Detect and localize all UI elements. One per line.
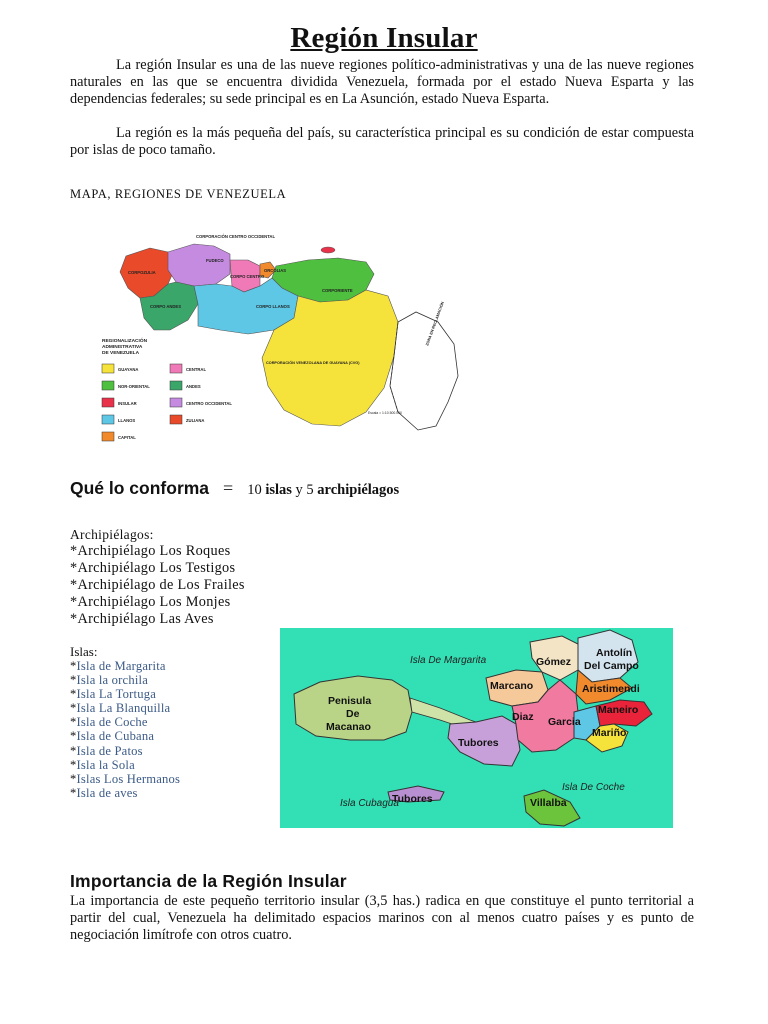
- legend-label: ZULIANA: [186, 418, 205, 423]
- intro-text-1: La región Insular es una de las nueve regiones político-administrativas y una de las nueve regiones naturales en las que se encuentra dividida Venezuela, formada por el estado Nueva Esparta y las dependencias federales; su sede principal es en La Asunción, estado Nueva Esparta.: [70, 57, 694, 107]
- archipielago-item: *Archipiélago Las Aves: [70, 611, 214, 627]
- isla-name: Isla de aves: [76, 785, 138, 800]
- legend-title-1: REGIONALIZACIÓN: [102, 339, 148, 344]
- label-cvg: CORPORACIÓN VENEZOLANA DE GUAYANA (CVG): [266, 361, 360, 365]
- conforma-label: Qué lo conforma: [70, 478, 210, 498]
- label-corp-occidental: CORPORACIÓN CENTRO OCCIDENTAL: [196, 234, 276, 239]
- label-macanao-1: Penisula: [328, 695, 372, 707]
- legend-swatch: [102, 432, 114, 441]
- label-antolin-1: Antolín: [596, 647, 633, 659]
- intro-text-2: La región es la más pequeña del país, su característica principal es su condición de estar compuesta por islas de poco tamaño.: [70, 125, 694, 158]
- islas-list: [70, 659, 180, 800]
- intro-paragraph-1: [70, 57, 694, 108]
- margarita-map: [280, 628, 673, 828]
- isla-name: Isla de Margarita: [76, 659, 166, 673]
- regions-map: [98, 226, 474, 454]
- label-reclamacion: ZONA EN RECLAMACIÓN: [425, 301, 445, 347]
- archipielago-item: *Archipiélago Los Monjes: [70, 594, 231, 610]
- legend-swatch: [102, 364, 114, 373]
- label-corpozulia: CORPOZULIA: [128, 270, 156, 275]
- region-insular: [321, 247, 335, 253]
- archipielago-item: *Archipiélago de Los Frailes: [70, 577, 245, 593]
- label-escala: Escala = 1:10.500.000: [368, 411, 402, 415]
- isla-item: *Isla de Patos: [70, 743, 143, 758]
- label-macanao-3: Macanao: [326, 721, 371, 733]
- label-tubores-cubagua: Tubores: [392, 793, 433, 805]
- legend-swatch: [102, 398, 114, 407]
- label-gomez: Gómez: [536, 656, 572, 668]
- label-fudeco: FUDECO: [206, 258, 224, 263]
- archipielagos-heading: Archipiélagos:: [70, 527, 154, 542]
- archipielago-item: *Archipiélago Los Testigos: [70, 560, 236, 576]
- legend-label: NOR-ORIENTAL: [118, 384, 150, 389]
- map-heading: MAPA, REGIONES DE VENEZUELA: [70, 187, 287, 201]
- conforma-num-islas: 10: [247, 482, 262, 498]
- label-tubores: Tubores: [458, 737, 499, 749]
- intro-paragraph-2: [70, 125, 694, 159]
- label-aristimendi: Aristimendi: [582, 683, 640, 695]
- label-diaz: Diaz: [512, 711, 534, 723]
- legend-title-3: DE VENEZUELA: [102, 351, 140, 356]
- label-antolin-2: Del Campo: [584, 660, 639, 672]
- label-garcia: Garcia: [548, 716, 581, 728]
- isla-item: *Isla La Blanquilla: [70, 701, 171, 716]
- archipielagos-list: [70, 543, 245, 628]
- legend-swatch: [170, 415, 182, 424]
- isla-name: Islas Los Hermanos: [76, 771, 181, 786]
- isla-item: *Islas Los Hermanos: [70, 771, 181, 786]
- isla-item: *Isla de Cubana: [70, 729, 155, 744]
- label-corpoandes: CORPO ANDES: [150, 304, 182, 309]
- isla-item: *Isla de Coche: [70, 715, 148, 730]
- label-marino: Mariño: [592, 727, 627, 739]
- isla-name: Isla la Sola: [76, 757, 135, 772]
- isla-item: *Isla de Margarita: [70, 659, 166, 673]
- isla-name: Isla de Cubana: [76, 729, 155, 744]
- conforma-islas-word: islas: [265, 482, 292, 498]
- label-macanao-2: De: [346, 708, 360, 720]
- conforma-line: [70, 478, 399, 499]
- page-title: Región Insular: [290, 22, 478, 54]
- label-maneiro: Maneiro: [598, 704, 639, 716]
- isla-item: *Isla La Tortuga: [70, 687, 157, 702]
- isla-name: Isla de Patos: [76, 743, 143, 758]
- legend-swatch: [102, 381, 114, 390]
- conforma-equals: =: [223, 478, 234, 498]
- isla-name: Isla La Blanquilla: [76, 701, 171, 716]
- isla-item: *Isla la Sola: [70, 757, 135, 772]
- legend-label: GUAYANA: [118, 367, 139, 372]
- legend-swatch: [170, 381, 182, 390]
- label-marcano: Marcano: [490, 680, 534, 692]
- label-corpollanos: CORPO LLANOS: [256, 304, 290, 309]
- isla-name: Isla la orchila: [76, 673, 149, 688]
- legend-label: LLANOS: [118, 418, 136, 423]
- isla-name: Isla de Coche: [76, 715, 148, 730]
- isla-item: *Isla la orchila: [70, 673, 149, 688]
- conforma-archi-word: archipiélagos: [317, 482, 400, 498]
- legend-label: CAPITAL: [118, 435, 136, 440]
- label-isla-cubagua: Isla Cubagua: [340, 798, 399, 809]
- conforma-y: y 5: [295, 482, 314, 498]
- legend-swatch: [170, 398, 182, 407]
- label-orcolias: ORCOLIAS: [264, 268, 287, 273]
- legend-label: CENTRAL: [186, 367, 207, 372]
- label-villalba: Villalba: [530, 797, 567, 809]
- isla-name: Isla La Tortuga: [76, 687, 157, 702]
- legend-label: ANDES: [186, 384, 201, 389]
- importancia-heading: Importancia de la Región Insular: [70, 871, 347, 891]
- legend-swatch: [170, 364, 182, 373]
- legend-swatch: [102, 415, 114, 424]
- label-corpo-centro: CORPO CENTRO: [230, 274, 265, 279]
- legend-label: INSULAR: [118, 401, 137, 406]
- isla-item: *Isla de aves: [70, 785, 138, 800]
- label-isla-coche: Isla De Coche: [562, 782, 625, 793]
- islas-heading: Islas:: [70, 644, 98, 659]
- region-centro-occidental: [168, 244, 230, 286]
- importancia-text: La importancia de este pequeño territorio insular (3,5 has.) radica en que constituye el punto territorial a partir del cual, Venezuela ha delimitado espacios marinos con al menos cuatro países y es punto de negociación limítrofe con otros cuatro.: [70, 893, 694, 943]
- legend-label: CENTRO OCCIDENTAL: [186, 401, 232, 406]
- archipielago-item: *Archipiélago Los Roques: [70, 543, 231, 559]
- label-corporiente: CORPORIENTE: [322, 288, 353, 293]
- legend-title-2: ADMINISTRATIVA: [102, 345, 143, 350]
- label-isla-margarita: Isla De Margarita: [410, 655, 487, 666]
